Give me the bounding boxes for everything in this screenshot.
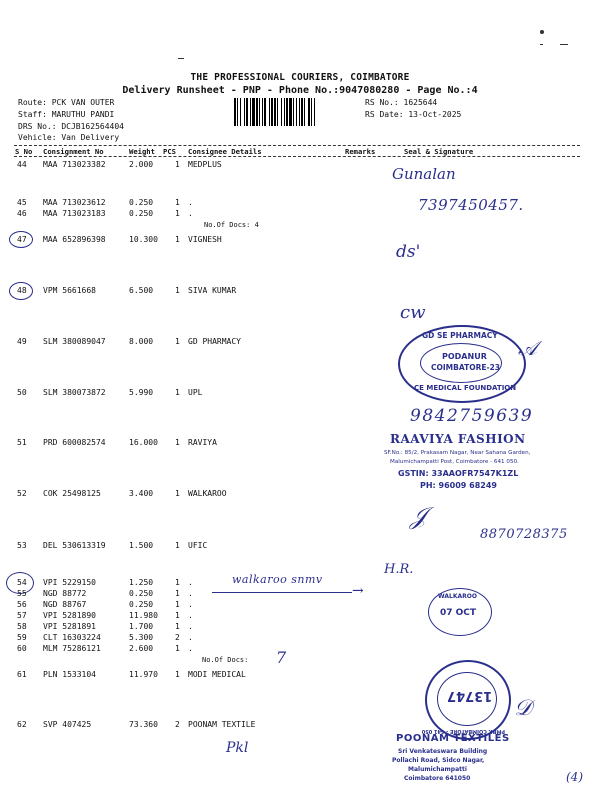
scan-mark [540,44,543,45]
row-weight: 11.980 [129,611,158,620]
row-consignment: MAA 713023612 [43,198,106,207]
row-pcs: 1 [175,670,180,679]
row-consignment: SLM 380089047 [43,337,106,346]
row-weight: 16.000 [129,438,158,447]
company-title: THE PROFESSIONAL COURIERS, COIMBATORE [190,72,410,83]
stamp-text: WALKAROO [438,593,477,600]
pharmacy-stamp [398,325,526,403]
handwritten-scribble: 𝒜 [518,336,537,360]
row-weight: 0.250 [129,600,154,609]
row-consignee: WALKAROO [188,489,227,498]
route-label: Route: PCK VAN OUTER [18,98,115,107]
handwritten-note: walkaroo snmv [232,573,323,586]
col-weight: Weight [129,147,155,156]
col-consignment: Consignment No [43,147,104,156]
scan-mark [178,58,184,59]
row-sno: 48 [17,286,27,295]
row-pcs: 1 [175,489,180,498]
row-weight: 2.600 [129,644,154,653]
row-consignment: CLT 16303224 [43,633,101,642]
underline-arrow [212,592,352,593]
handwritten-phone: 7397450457. [418,196,524,214]
stamp-text: Malumichampatti Post, Coimbatore - 641 050. [390,459,519,465]
row-weight: 11.970 [129,670,158,679]
row-pcs: 1 [175,160,180,169]
row-consignee: . [188,600,193,609]
row-consignee: . [188,633,193,642]
walkaroo-stamp [424,588,496,638]
row-pcs: 1 [175,388,180,397]
row-weight: 2.000 [129,160,154,169]
row-sno: 60 [17,644,27,653]
row-consignment: VPM 5661668 [43,286,96,295]
col-seal-signature: Seal & Signature [404,147,474,156]
row-pcs: 1 [175,286,180,295]
row-weight: 10.300 [129,235,158,244]
stamp-text: POONAM TEXTILES [396,733,510,744]
row-pcs: 1 [175,589,180,598]
stamp-text: COIMBATORE-23 [431,363,501,372]
row-consignee: . [188,611,193,620]
stamp-text: PH: 96009 68249 [420,481,497,490]
arrow-icon: → [352,583,364,599]
row-consignment: MAA 652896398 [43,235,106,244]
row-consignee: RAVIYA [188,438,217,447]
row-sno: 56 [17,600,27,609]
row-sno: 57 [17,611,27,620]
row-consignee: MEDPLUS [188,160,222,169]
row-consignee: . [188,198,193,207]
row-pcs: 1 [175,235,180,244]
row-weight: 1.500 [129,541,154,550]
row-sno: 46 [17,209,27,218]
row-weight: 5.300 [129,633,154,642]
barcode-bar [315,98,316,126]
row-consignee: . [188,644,193,653]
row-consignee: UFIC [188,541,208,550]
row-pcs: 1 [175,644,180,653]
row-sno: 47 [17,235,27,244]
handwritten-scribble: 𝒥 [410,502,427,530]
runsheet-subtitle: Delivery Runsheet - PNP - Phone No.:9047080280 - Page No.:4 [122,85,478,96]
row-pcs: 1 [175,600,180,609]
row-consignee: MODI MEDICAL [188,670,246,679]
row-sno: 50 [17,388,27,397]
row-sno: 45 [17,198,27,207]
handwritten-docs-count: 7 [276,648,287,667]
row-consignment: DEL 530613319 [43,541,106,550]
col-sno: S No [15,147,33,156]
row-weight: 8.000 [129,337,154,346]
row-sno: 44 [17,160,27,169]
row-consignment: PLN 1533104 [43,670,96,679]
row-pcs: 1 [175,209,180,218]
poonam-textiles-stamp [392,733,562,793]
handwritten-phone: 9842759639 [410,406,534,426]
handwritten-signature: Gunalan [392,165,456,183]
row-consignment: NGD 88767 [43,600,87,609]
row-sno: 58 [17,622,27,631]
row-pcs: 2 [175,633,180,642]
row-pcs: 2 [175,720,180,729]
row-consignment: SLM 380073872 [43,388,106,397]
pmbk-round-stamp [421,660,511,740]
row-pcs: 1 [175,622,180,631]
row-pcs: 1 [175,578,180,587]
row-weight: 0.250 [129,589,154,598]
barcode [234,98,360,126]
stamp-text: GD SE PHARMACY [422,331,498,340]
row-sno: 51 [17,438,27,447]
row-pcs: 1 [175,198,180,207]
rs-date: RS Date: 13-Oct-2025 [365,110,462,119]
row-consignee: VIGNESH [188,235,222,244]
stamp-text: 07 OCT [440,608,477,618]
row-weight: 3.400 [129,489,154,498]
stamp-text: CE MEDICAL FOUNDATION [414,384,517,392]
row-consignee: GD PHARMACY [188,337,241,346]
stamp-text: Pollachi Road, Sidco Nagar, [392,757,485,764]
col-remarks: Remarks [345,147,376,156]
col-pcs: PCS [163,147,176,156]
scan-mark [540,30,544,34]
row-consignee: . [188,209,193,218]
row-pcs: 1 [175,541,180,550]
row-consignment: VPI 5281891 [43,622,96,631]
stamp-text: 13747 [447,688,493,703]
row-consignment: SVP 407425 [43,720,92,729]
row-sno: 62 [17,720,27,729]
row-pcs: 1 [175,438,180,447]
staff-label: Staff: MARUTHU PANDI [18,110,115,119]
row-weight: 73.360 [129,720,158,729]
row-consignee: UPL [188,388,203,397]
handwritten-signature: Pkl [226,740,249,756]
stamp-text: SF.No.: 85/2, Prakasam Nagar, Near Sahana Garden, [384,450,531,456]
row-sno: 53 [17,541,27,550]
row-consignee: SIVA KUMAR [188,286,237,295]
drs-label: DRS No.: DCJB162564404 [18,122,124,131]
row-consignee: . [188,589,193,598]
row-weight: 0.250 [129,209,154,218]
row-consignment: COK 25498125 [43,489,101,498]
row-pcs: 1 [175,611,180,620]
handwritten-signature: cw [400,302,426,323]
header-rule-top [14,145,580,146]
row-consignment: VPI 5281890 [43,611,96,620]
row-consignment: MLM 75286121 [43,644,101,653]
row-sno: 59 [17,633,27,642]
row-sno: 52 [17,489,27,498]
stamp-text: RAAVIYA FASHION [390,432,526,446]
no-of-docs: No.Of Docs: [202,656,249,664]
row-pcs: 1 [175,337,180,346]
scan-mark [560,44,568,45]
handwritten-scribble: 𝒟 [514,696,532,721]
row-consignee: POONAM TEXTILE [188,720,256,729]
row-consignment: NGD 88772 [43,589,87,598]
row-consignment: PRD 600082574 [43,438,106,447]
raaviya-fashion-stamp [384,432,580,494]
col-consignee: Consignee Details [188,147,262,156]
stamp-text: PODANUR [442,352,487,361]
row-sno: 55 [17,589,27,598]
row-sno: 61 [17,670,27,679]
rs-number: RS No.: 1625644 [365,98,438,107]
row-weight: 1.700 [129,622,154,631]
row-consignment: MAA 713023183 [43,209,106,218]
stamp-text: Coimbatore 641050 [404,775,471,782]
header-rule-bottom [14,156,580,157]
row-weight: 1.250 [129,578,154,587]
row-consignee: . [188,622,193,631]
handwritten-signature: ds' [396,242,421,262]
row-weight: 6.500 [129,286,154,295]
handwritten-note: H.R. [384,562,414,577]
row-weight: 0.250 [129,198,154,207]
row-consignee: . [188,578,193,587]
stamp-text: Malumichampatti [408,766,467,773]
row-consignment: MAA 713023382 [43,160,106,169]
handwritten-phone: 8870728375 [480,527,568,542]
stamp-text: PMBK COIMBATORE - 641 050 [421,728,505,734]
row-consignment: VPI 5229150 [43,578,96,587]
stamp-text: GSTIN: 33AAOFR7547K1ZL [398,469,519,478]
vehicle-label: Vehicle: Van Delivery [18,133,120,142]
page-number-mark: (4) [566,770,583,784]
stamp-text: Sri Venkateswara Building [398,748,488,755]
row-weight: 5.990 [129,388,154,397]
row-sno: 54 [17,578,27,587]
no-of-docs: No.Of Docs: 4 [204,221,259,229]
row-sno: 49 [17,337,27,346]
